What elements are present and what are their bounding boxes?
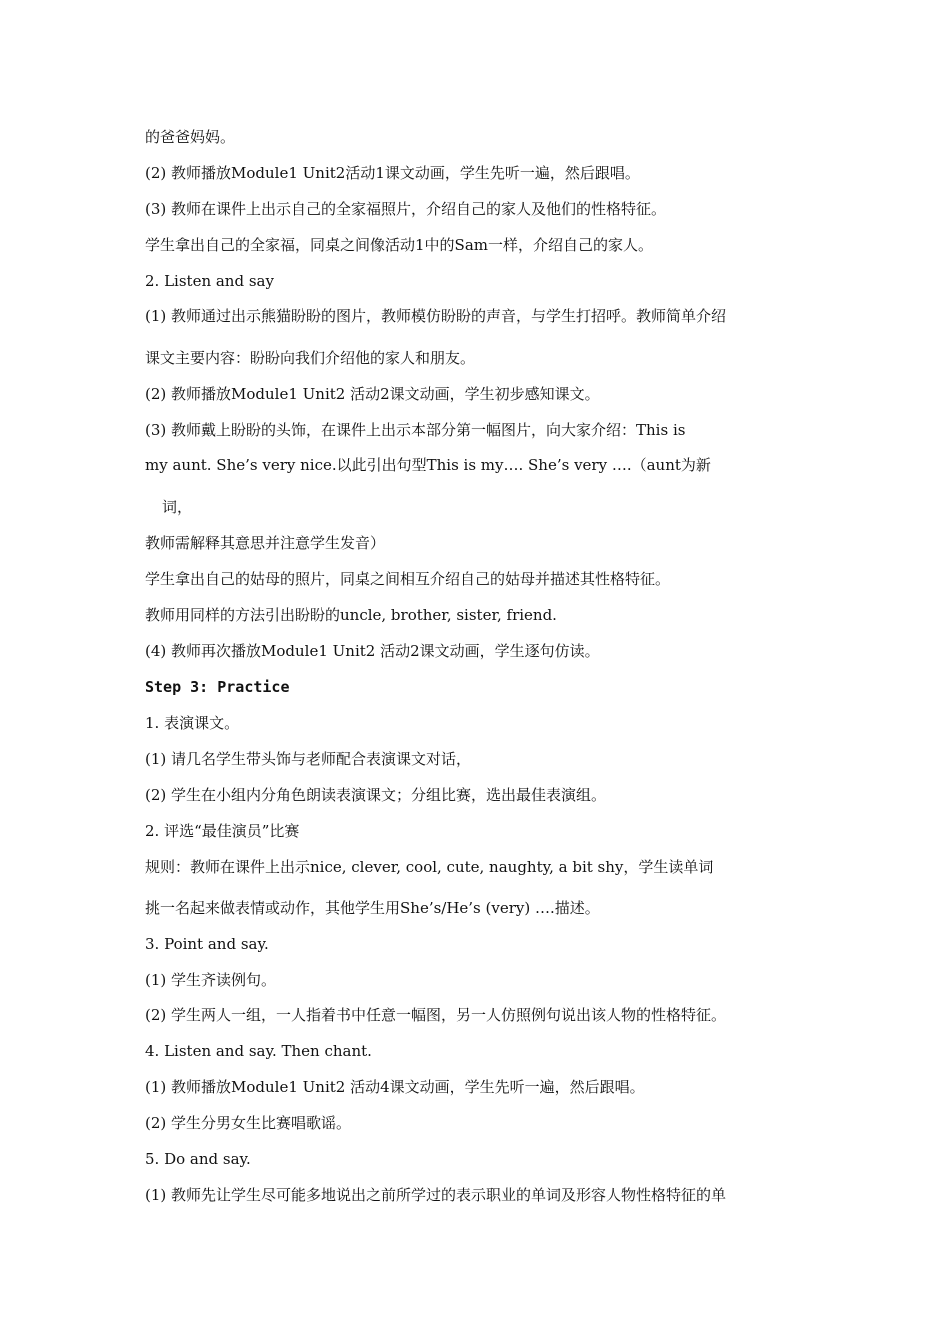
section-heading: 5. Do and say. (145, 1150, 251, 1168)
text-line: (1) 请几名学生带头饰与老师配合表演课文对话， (145, 750, 472, 768)
text-line: 的爸爸妈妈。 (145, 128, 236, 146)
text-line: (1) 教师播放Module1 Unit2 活动4课文动画，学生先听一遍，然后跟唱。 (145, 1078, 645, 1096)
text-line: (2) 学生在小组内分角色朗读表演课文；分组比赛，选出最佳表演组。 (145, 786, 607, 804)
section-heading: 3. Point and say. (145, 935, 269, 953)
text-line: (4) 教师再次播放Module1 Unit2 活动2课文动画，学生逐句仿读。 (145, 642, 600, 660)
text-line: 学生拿出自己的姑母的照片，同桌之间相互介绍自己的姑母并描述其性格特征。 (145, 570, 671, 588)
text-line: (2) 学生分男女生比赛唱歌谣。 (145, 1114, 352, 1132)
section-heading: 4. Listen and say. Then chant. (145, 1042, 372, 1060)
text-line: 教师需解释其意思并注意学生发音） (145, 534, 386, 552)
text-line: (3) 教师在课件上出示自己的全家福照片，介绍自己的家人及他们的性格特征。 (145, 200, 667, 218)
text-line: (2) 教师播放Module1 Unit2活动1课文动画，学生先听一遍，然后跟唱。 (145, 164, 640, 182)
text-line: 挑一名起来做表情或动作，其他学生用She’s/He’s (very) ….描述。 (145, 899, 600, 917)
text-line: (3) 教师戴上盼盼的头饰，在课件上出示本部分第一幅图片，向大家介绍：This is (145, 421, 686, 439)
text-line: 学生拿出自己的全家福，同桌之间像活动1中的Sam一样，介绍自己的家人。 (145, 236, 653, 254)
text-line: (1) 教师通过出示熊猫盼盼的图片，教师模仿盼盼的声音，与学生打招呼。教师简单介绍 (145, 307, 727, 325)
text-line: 词， (162, 498, 193, 516)
text-line: (1) 学生齐读例句。 (145, 971, 277, 989)
text-line: my aunt. She’s very nice.以此引出句型This is my…. She’s very ….（aunt为新 (145, 456, 711, 474)
text-line: (1) 教师先让学生尽可能多地说出之前所学过的表示职业的单词及形容人物性格特征的单 (145, 1186, 727, 1204)
text-line: 教师用同样的方法引出盼盼的uncle, brother, sister, friend. (145, 606, 557, 624)
text-line: 2. 评选“最佳演员”比赛 (145, 822, 300, 840)
text-line: (2) 学生两人一组，一人指着书中任意一幅图，另一人仿照例句说出该人物的性格特征。 (145, 1006, 727, 1024)
text-line: 规则：教师在课件上出示nice, clever, cool, cute, naughty, a bit shy，学生读单词 (145, 858, 714, 876)
text-line: 课文主要内容：盼盼向我们介绍他的家人和朋友。 (145, 349, 476, 367)
section-heading: 2. Listen and say (145, 272, 274, 290)
step-heading: Step 3: Practice (145, 678, 290, 696)
text-line: 1. 表演课文。 (145, 714, 240, 732)
text-line: (2) 教师播放Module1 Unit2 活动2课文动画，学生初步感知课文。 (145, 385, 600, 403)
